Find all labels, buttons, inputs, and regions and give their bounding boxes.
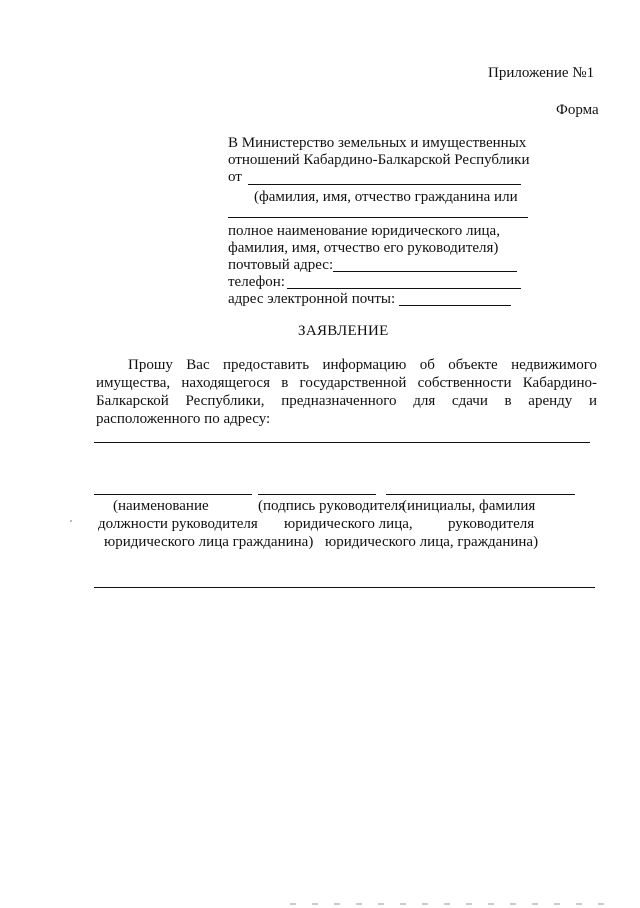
position-field-line[interactable] <box>94 494 252 495</box>
caption-signature-line-1: (подпись руководителя <box>258 498 406 514</box>
addressee-line-2: отношений Кабардино-Балкарской Республики <box>228 152 530 168</box>
caption-initials-line-1: (инициалы, фамилия <box>402 498 536 514</box>
scan-speck <box>70 520 72 522</box>
form-label: Форма <box>556 102 599 118</box>
address-field-line[interactable] <box>94 442 590 443</box>
body-line-4: расположенного по адресу: <box>96 411 271 427</box>
applicant-note-line-1: (фамилия, имя, отчество гражданина или <box>254 189 518 205</box>
postal-address-label: почтовый адрес: <box>228 257 334 273</box>
body-line-3: Балкарской Республики, предназначенного для сдачи в аренду и <box>96 393 597 409</box>
email-label: адрес электронной почты: <box>228 291 396 307</box>
caption-signature-line-3: юридического лица, гражданина) <box>325 534 539 550</box>
body-line-1: Прошу Вас предоставить информацию об объекте недвижимого <box>128 357 597 373</box>
initials-field-line[interactable] <box>386 494 575 495</box>
postal-address-field-line[interactable] <box>333 271 517 272</box>
document-title: ЗАЯВЛЕНИЕ <box>298 323 389 339</box>
from-label: от <box>228 169 242 185</box>
phone-label: телефон: <box>228 274 285 290</box>
body-line-2: имущества, находящегося в государственной собственности Кабардино- <box>96 375 597 391</box>
phone-field-line[interactable] <box>287 288 521 289</box>
addressee-line-1: В Министерство земельных и имущественных <box>228 135 527 151</box>
applicant-name-field-line[interactable] <box>228 217 528 218</box>
scan-footer-noise <box>290 903 610 905</box>
email-field-line[interactable] <box>399 305 511 306</box>
applicant-note-line-2: полное наименование юридического лица, <box>228 223 500 239</box>
caption-initials-line-2: руководителя <box>448 516 535 532</box>
bottom-rule <box>94 587 595 588</box>
signature-field-line[interactable] <box>258 494 376 495</box>
caption-position-line-1: (наименование <box>113 498 209 514</box>
appendix-label: Приложение №1 <box>488 65 595 81</box>
applicant-note-line-3: фамилия, имя, отчество его руководителя) <box>228 240 499 256</box>
caption-signature-line-2: юридического лица, <box>284 516 413 532</box>
from-field-line[interactable] <box>248 184 521 185</box>
caption-position-line-3: юридического лица гражданина) <box>104 534 314 550</box>
caption-position-line-2: должности руководителя <box>98 516 258 532</box>
